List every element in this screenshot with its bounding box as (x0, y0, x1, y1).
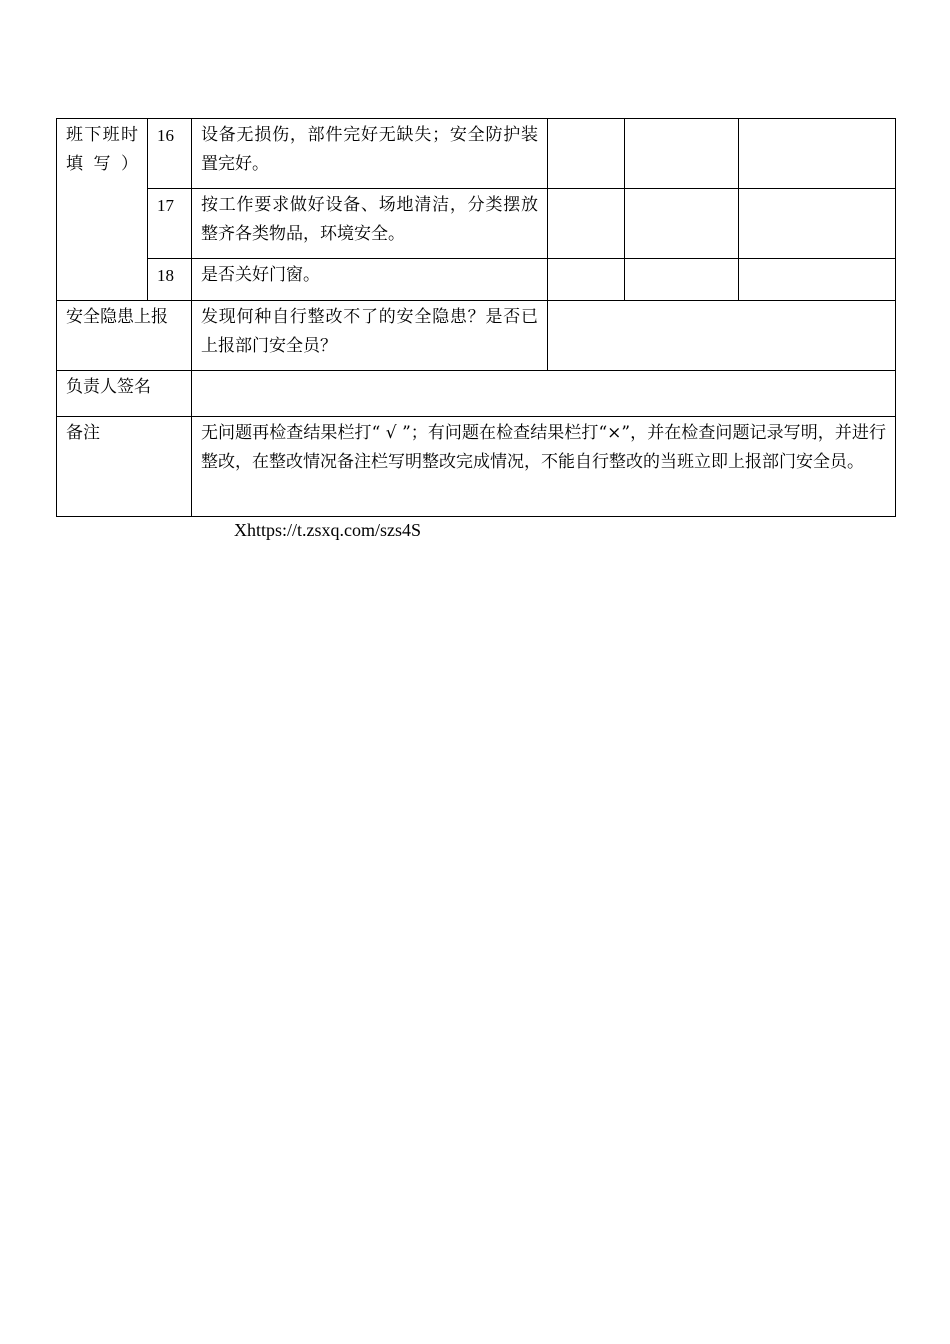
signature-field[interactable] (192, 371, 896, 417)
item-content: 设备无损伤，部件完好无缺失；安全防护装置完好。 (201, 125, 538, 174)
problem-record-cell[interactable] (625, 259, 739, 301)
safety-report-label-cell (57, 301, 192, 371)
item-content: 按工作要求做好设备、场地清洁，分类摆放整齐各类物品，环境安全。 (201, 195, 538, 244)
footer-link[interactable]: Xhttps://t.zsxq.com/szs4S (234, 520, 422, 540)
rectification-remark-cell[interactable] (739, 259, 896, 301)
section-label: 班下班时填写） (66, 125, 138, 174)
notes-label: 备注 (66, 423, 100, 443)
rectification-remark-cell[interactable] (739, 119, 896, 189)
item-number-cell (148, 119, 192, 189)
safety-report-label: 安全隐患上报 (66, 307, 168, 327)
rectification-remark-cell[interactable] (739, 189, 896, 259)
safety-report-row (57, 301, 896, 371)
safety-report-question: 发现何种自行整改不了的安全隐患？是否已上报部门安全员？ (201, 307, 538, 356)
problem-record-cell[interactable] (625, 189, 739, 259)
table-row (57, 259, 896, 301)
notes-row (57, 417, 896, 517)
item-content-cell (192, 119, 548, 189)
signature-label-cell (57, 371, 192, 417)
notes-text: 无问题再检查结果栏打“ √ ”；有问题在检查结果栏打“×”，并在检查问题记录写明，并进行整改，在整改情况备注栏写明整改完成情况，不能自行整改的当班立即上报部门安全员。 (201, 423, 886, 472)
inspection-checklist-table (56, 118, 896, 517)
item-number: 17 (157, 196, 174, 215)
item-content-cell (192, 259, 548, 301)
check-result-cell[interactable] (548, 259, 625, 301)
item-content-cell (192, 189, 548, 259)
safety-report-answer-cell[interactable] (548, 301, 896, 371)
item-number: 16 (157, 126, 174, 145)
item-number-cell (148, 189, 192, 259)
safety-report-question-cell (192, 301, 548, 371)
check-result-cell[interactable] (548, 189, 625, 259)
signature-row (57, 371, 896, 417)
check-result-cell[interactable] (548, 119, 625, 189)
table-row (57, 119, 896, 189)
notes-text-cell (192, 417, 896, 517)
item-content: 是否关好门窗。 (201, 265, 320, 285)
table-row (57, 189, 896, 259)
signature-label: 负责人签名 (66, 377, 151, 397)
item-number-cell (148, 259, 192, 301)
notes-label-cell (57, 417, 192, 517)
problem-record-cell[interactable] (625, 119, 739, 189)
item-number: 18 (157, 266, 174, 285)
section-label-cell (57, 119, 148, 301)
